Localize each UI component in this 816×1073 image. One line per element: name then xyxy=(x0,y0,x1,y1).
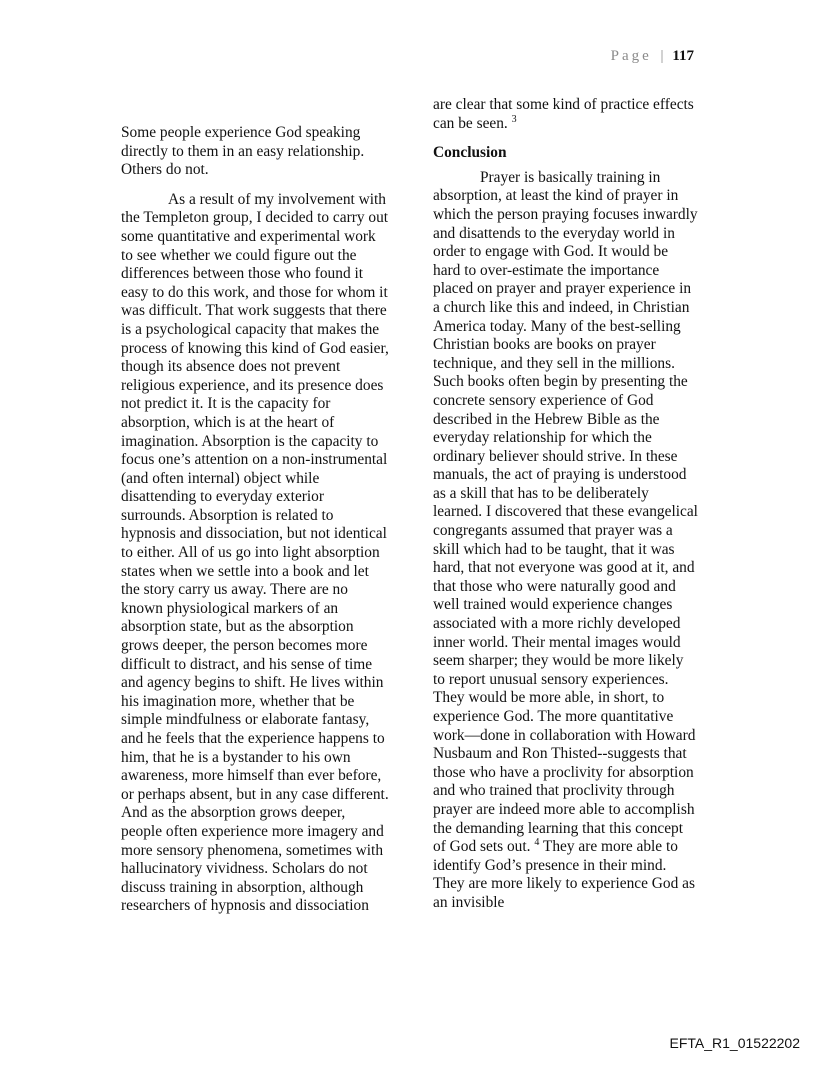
right-column xyxy=(433,96,699,913)
left-paragraph-1: Some people experience God speaking directly to them in an easy relationship. Others do not. xyxy=(121,124,365,179)
right-paragraph-1 xyxy=(433,96,699,133)
document-id: EFTA_R1_01522202 xyxy=(669,1035,800,1051)
page-header xyxy=(611,48,694,65)
page-label: Page xyxy=(610,48,652,64)
right-paragraph-2-tail: They are more able to identify God’s presence in their mind. They are more likely to experience God as an invisible xyxy=(433,838,695,911)
footnote-ref-4: 4 xyxy=(534,837,540,849)
page-number: 117 xyxy=(672,48,694,64)
page-separator: | xyxy=(660,48,664,64)
right-paragraph-1-text: are clear that some kind of practice effects can be seen. xyxy=(433,96,694,132)
left-paragraph-2: As a result of my involvement with the Templeton group, I decided to carry out some quantitative and experimental work to see whether we could figure out the differences between those who found it easy to do this work, and those for whom it was difficult. That work suggests that there is a psychological capacity that makes the process of knowing this kind of God easier, though its absence does not prevent religious experience, and its presence does not predict it. It is the capacity for absorption, which is at the heart of imagination. Absorption is the capacity to focus one’s attention on a non-instrumental (and often internal) object while disattending to everyday exterior surrounds. Absorption is related to hypnosis and dissociation, but not identical to either. All of us go into light absorption states when we settle into a book and let the story carry us away. There are no known physiological markers of an absorption state, but as the absorption grows deeper, the person becomes more difficult to distract, and his sense of time and agency begins to shift. He lives within his imagination more, whether that be simple mindfulness or elaborate fantasy, and he feels that the experience happens to him, that he is a bystander to his own awareness, more himself than ever before, or perhaps absent, but in any case different. And as the absorption grows deeper, people often experience more imagery and more sensory phenomena, sometimes with hallucinatory vividness. Scholars do not discuss training in absorption, although researchers of hypnosis and dissociation xyxy=(121,190,389,915)
footnote-ref-3: 3 xyxy=(511,113,517,125)
right-paragraph-2-text: Prayer is basically training in absorption, at least the kind of prayer in which the person praying focuses inwardly and disattends to the everyday world in order to engage with God. It would be hard to over-estimate the importance placed on prayer and prayer experience in a church like this and indeed, in Christian America today. Many of the best-selling Christian books are books on prayer technique, and they sell in the millions. Such books often begin by presenting the concrete sensory experience of God described in the Hebrew Bible as the everyday relationship for which the ordinary believer should strive. In these manuals, the act of praying is understood as a skill that has to be deliberately learned. I discovered that these evangelical congregants assumed that prayer was a skill which had to be taught, that it was hard, that not everyone was good at it, and that those who were naturally good and well trained would experience changes associated with a more richly developed inner world. Their mental images would seem sharper; they would be more likely to report unusual sensory experiences. They would be more able, in short, to experience God. The more quantitative work—done in collaboration with Howard Nusbaum and Ron Thisted--suggests that those who have a proclivity for absorption and who trained that proclivity through prayer are indeed more able to accomplish the demanding learning that this concept of God sets out. xyxy=(433,168,698,856)
left-column xyxy=(121,124,389,916)
section-heading-conclusion: Conclusion xyxy=(433,144,507,162)
right-paragraph-2 xyxy=(433,169,699,913)
